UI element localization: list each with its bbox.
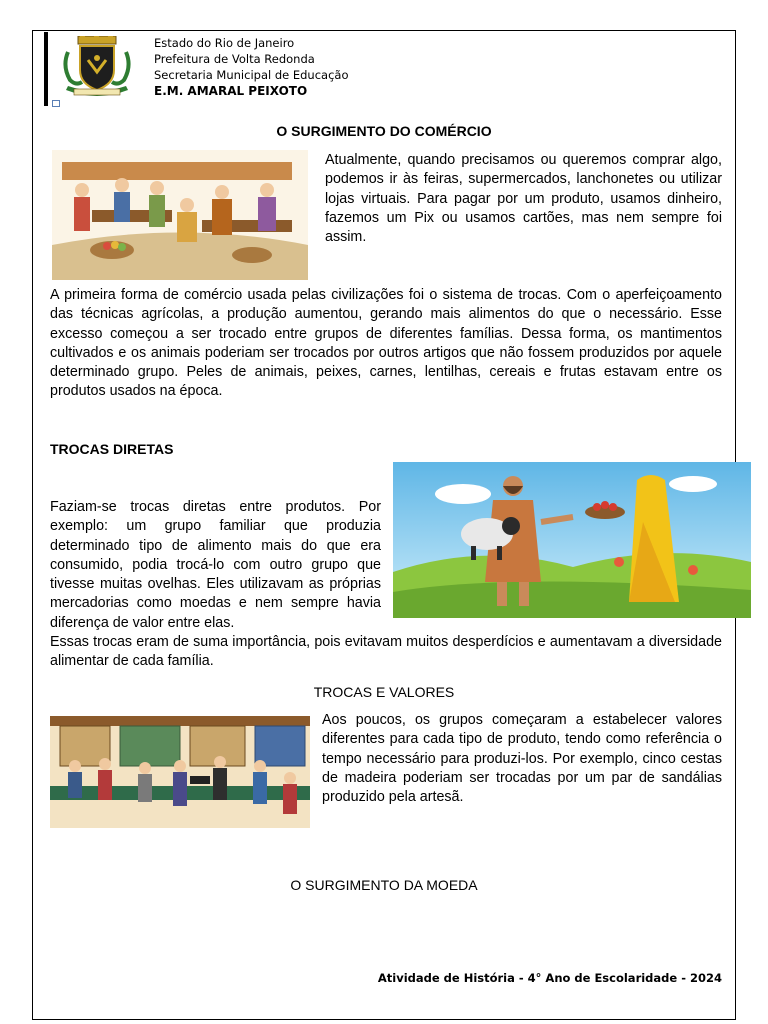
header-state: Estado do Rio de Janeiro — [154, 36, 295, 50]
barter-illustration — [393, 462, 751, 618]
header-text — [154, 35, 349, 99]
section-title-moeda: O SURGIMENTO DA MOEDA — [290, 877, 478, 893]
medieval-market-illustration — [52, 150, 308, 280]
paragraph-trocas-history: A primeira forma de comércio usada pelas civilizações foi o sistema de trocas. Com o aperfeiçoamento das técnicas agrícolas, a produção aumentou, gerando mais alimentos do que o necessário. Esse excesso começou a ser trocado entre grupos de diferentes famílias. Dessa forma, os mantimentos cultivados e os animais poderiam ser trocados por outros artigos que não fossem produzidos por aquele determinado grupo. Peles de animais, peixes, carnes, lentilhas, cereais e frutas estavam entre os produtos usados na época. — [50, 287, 722, 400]
paragraph-trocas-diretas: Faziam-se trocas diretas entre produtos. Por exemplo: um grupo familiar que produzia determinado tipo de alimento mais do que era consumido, podia trocá-lo com outro grupo que tivesse muitas ovelhas. Eles utilizavam as próprias mercadorias como moedas e nem sempre havia diferença de valor entre elas. — [50, 499, 381, 631]
city-crest-logo — [60, 36, 134, 100]
medieval-shop-illustration — [50, 716, 310, 828]
section-title-trocas-diretas: TROCAS DIRETAS — [50, 441, 174, 457]
header-secretariat: Secretaria Municipal de Educação — [154, 68, 349, 82]
small-marker — [52, 100, 60, 107]
section-title-comercio: O SURGIMENTO DO COMÉRCIO — [276, 123, 492, 139]
paragraph-trocas-valores: Aos poucos, os grupos começaram a estabelecer valores diferentes para cada tipo de produto, tendo como referência o tempo necessário para produzi-los. Por exemplo, cinco cestas de madeira poderiam ser trocadas por um par de sandálias produzido pela artesã. — [322, 712, 722, 806]
paragraph-trocas-importancia: Essas trocas eram de suma importância, pois evitavam muitos desperdícios e aumentavam a diversidade alimentar de cada família. — [50, 634, 722, 670]
header-bar — [44, 32, 48, 106]
section-title-trocas-valores: TROCAS E VALORES — [313, 684, 455, 700]
footer-activity-label: Atividade de História - 4° Ano de Escolaridade - 2024 — [377, 971, 722, 985]
header-school-name: E.M. AMARAL PEIXOTO — [154, 84, 308, 98]
header-prefecture: Prefeitura de Volta Redonda — [154, 52, 315, 66]
paragraph-intro: Atualmente, quando precisamos ou queremos comprar algo, podemos ir às feiras, supermercados, lanchonetes ou utilizar lojas virtuais. Para pagar por um produto, usamos dinheiro, fazemos um Pix ou usamos cartões, mas nem sempre foi assim. — [325, 152, 722, 246]
